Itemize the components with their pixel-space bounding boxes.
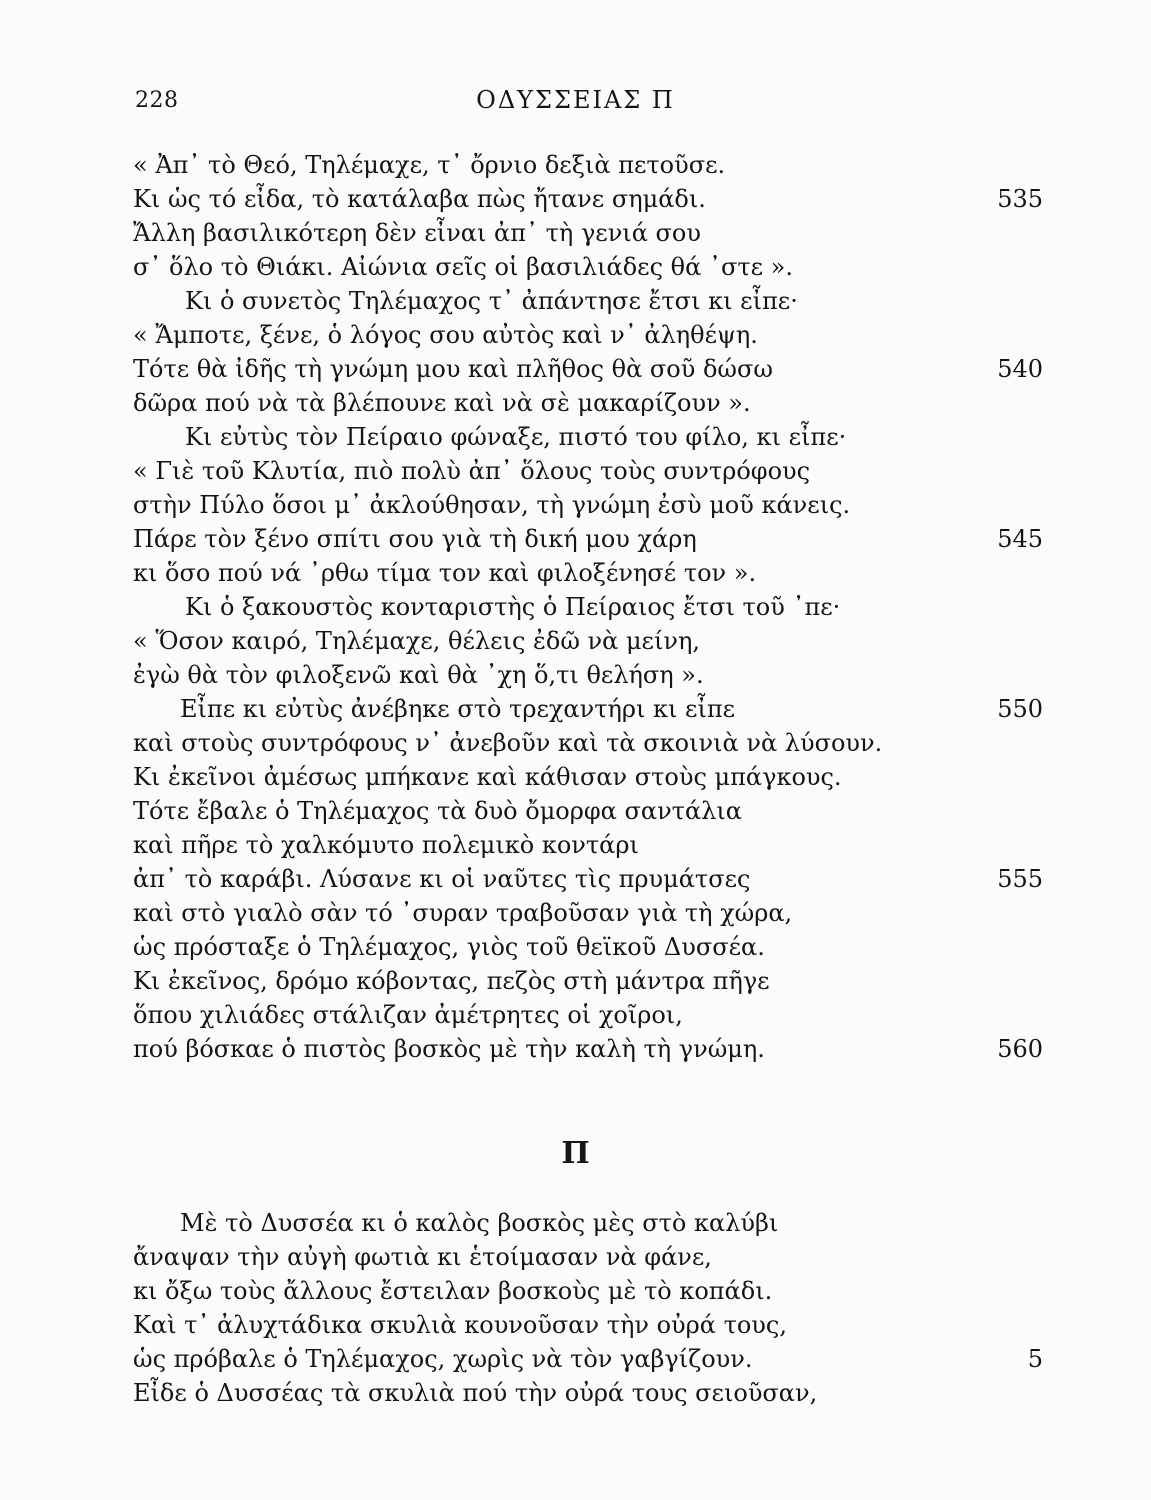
verse-line: ὅπου χιλιάδες στάλιζαν ἀμέτρητες οἱ χοῖροι, xyxy=(133,1001,683,1029)
verse-line: « Γιὲ τοῦ Κλυτία, πιὸ πολὺ ἀπ᾽ ὅλους τοὺς συντρόφους xyxy=(133,457,811,485)
verse-line: καὶ στοὺς συντρόφους ν᾽ ἀνεβοῦν καὶ τὰ σκοινιὰ νὰ λύσουν. xyxy=(133,729,883,757)
verse-line: Εἶδε ὁ Δυσσέας τὰ σκυλιὰ πού τὴν οὐρά τους σειοῦσαν, xyxy=(133,1379,818,1407)
verse-line: καὶ στὸ γιαλὸ σὰν τό ᾽συραν τραβοῦσαν γιὰ τὴ χώρα, xyxy=(133,899,793,927)
verse-line: Κι ὁ συνετὸς Τηλέμαχος τ᾽ ἀπάντησε ἔτσι κι εἶπε· xyxy=(185,287,798,315)
line-number: 535 xyxy=(997,185,1043,213)
verse-line: καὶ πῆρε τὸ χαλκόμυτο πολεμικὸ κοντάρι xyxy=(133,831,639,859)
line-number: 560 xyxy=(997,1035,1043,1063)
verse-line: ὡς πρόσταξε ὁ Τηλέμαχος, γιὸς τοῦ θεϊκοῦ Δυσσέα. xyxy=(133,933,765,961)
verse-line: Ἄλλη βασιλικότερη δὲν εἶναι ἀπ᾽ τὴ γενιά σου xyxy=(133,219,701,247)
verse-line: Κι εὐτὺς τὸν Πείραιο φώναξε, πιστό του φίλο, κι εἶπε· xyxy=(185,423,847,451)
verse-line: Τότε ἔβαλε ὁ Τηλέμαχος τὰ δυὸ ὄμορφα σαντάλια xyxy=(133,797,742,825)
verse-line: Τότε θὰ ἰδῆς τὴ γνώμη μου καὶ πλῆθος θὰ σοῦ δώσω xyxy=(133,355,773,383)
verse-line: κι ὄξω τοὺς ἄλλους ἔστειλαν βοσκοὺς μὲ τὸ κοπάδι. xyxy=(133,1277,773,1305)
verse-line: ἀπ᾽ τὸ καράβι. Λύσανε κι οἱ ναῦτες τὶς πρυμάτσες xyxy=(133,865,751,893)
running-head: ΟΔΥΣΣΕΙΑΣ Π xyxy=(476,86,675,114)
verse-line: « Ἀπ᾽ τὸ Θεό, Τηλέμαχε, τ᾽ ὄρνιο δεξιὰ πετοῦσε. xyxy=(133,151,726,179)
line-number: 545 xyxy=(997,525,1043,553)
line-number: 5 xyxy=(1027,1345,1043,1373)
verse-line: δῶρα πού νὰ τὰ βλέπουνε καὶ νὰ σὲ μακαρίζουν ». xyxy=(133,389,751,417)
verse-line: Πάρε τὸν ξένο σπίτι σου γιὰ τὴ δική μου χάρη xyxy=(133,525,697,553)
verse-line: Μὲ τὸ Δυσσέα κι ὁ καλὸς βοσκὸς μὲς στὸ καλύβι xyxy=(180,1209,779,1237)
line-number: 555 xyxy=(997,865,1043,893)
verse-line: ὡς πρόβαλε ὁ Τηλέμαχος, χωρὶς νὰ τὸν γαβγίζουν. xyxy=(133,1345,753,1373)
verse-line: Καὶ τ᾽ ἀλυχτάδικα σκυλιὰ κουνοῦσαν τὴν οὐρά τους, xyxy=(133,1311,787,1339)
verse-line: Κι ἐκεῖνοι ἀμέσως μπήκανε καὶ κάθισαν στοὺς μπάγκους. xyxy=(133,763,842,791)
line-number: 540 xyxy=(997,355,1043,383)
verse-line: πού βόσκαε ὁ πιστὸς βοσκὸς μὲ τὴν καλὴ τὴ γνώμη. xyxy=(133,1035,765,1063)
verse-line: σ᾽ ὅλο τὸ Θιάκι. Αἰώνια σεῖς οἱ βασιλιάδες θά ᾽στε ». xyxy=(133,253,793,281)
verse-line: « Ἄμποτε, ξένε, ὁ λόγος σου αὐτὸς καὶ ν᾽ ἀληθέψη. xyxy=(133,321,758,349)
page-number: 228 xyxy=(135,88,179,113)
verse-line: Κι ὡς τό εἶδα, τὸ κατάλαβα πὼς ἤτανε σημάδι. xyxy=(133,185,706,213)
verse-line: Κι ὁ ξακουστὸς κονταριστὴς ὁ Πείραιος ἔτσι τοῦ ᾽πε· xyxy=(185,593,841,621)
verse-line: Εἶπε κι εὐτὺς ἀνέβηκε στὸ τρεχαντήρι κι εἶπε xyxy=(180,695,736,723)
line-number: 550 xyxy=(997,695,1043,723)
verse-line: « Ὅσον καιρό, Τηλέμαχε, θέλεις ἐδῶ νὰ μείνη, xyxy=(133,627,700,655)
verse-line: ἐγὼ θὰ τὸν φιλοξενῶ καὶ θὰ ᾽χη ὅ,τι θελήση ». xyxy=(133,661,704,689)
verse-line: κι ὅσο πού νά ᾽ρθω τίμα τον καὶ φιλοξένησέ τον ». xyxy=(133,559,757,587)
verse-line: ἄναψαν τὴν αὐγὴ φωτιὰ κι ἑτοίμασαν νὰ φάνε, xyxy=(133,1243,712,1271)
verse-line: στὴν Πύλο ὅσοι μ᾽ ἀκλούθησαν, τὴ γνώμη ἐσὺ μοῦ κάνεις. xyxy=(133,491,851,519)
verse-line: Κι ἐκεῖνος, δρόμο κόβοντας, πεζὸς στὴ μάντρα πῆγε xyxy=(133,967,770,995)
book-heading: Π xyxy=(561,1136,590,1171)
